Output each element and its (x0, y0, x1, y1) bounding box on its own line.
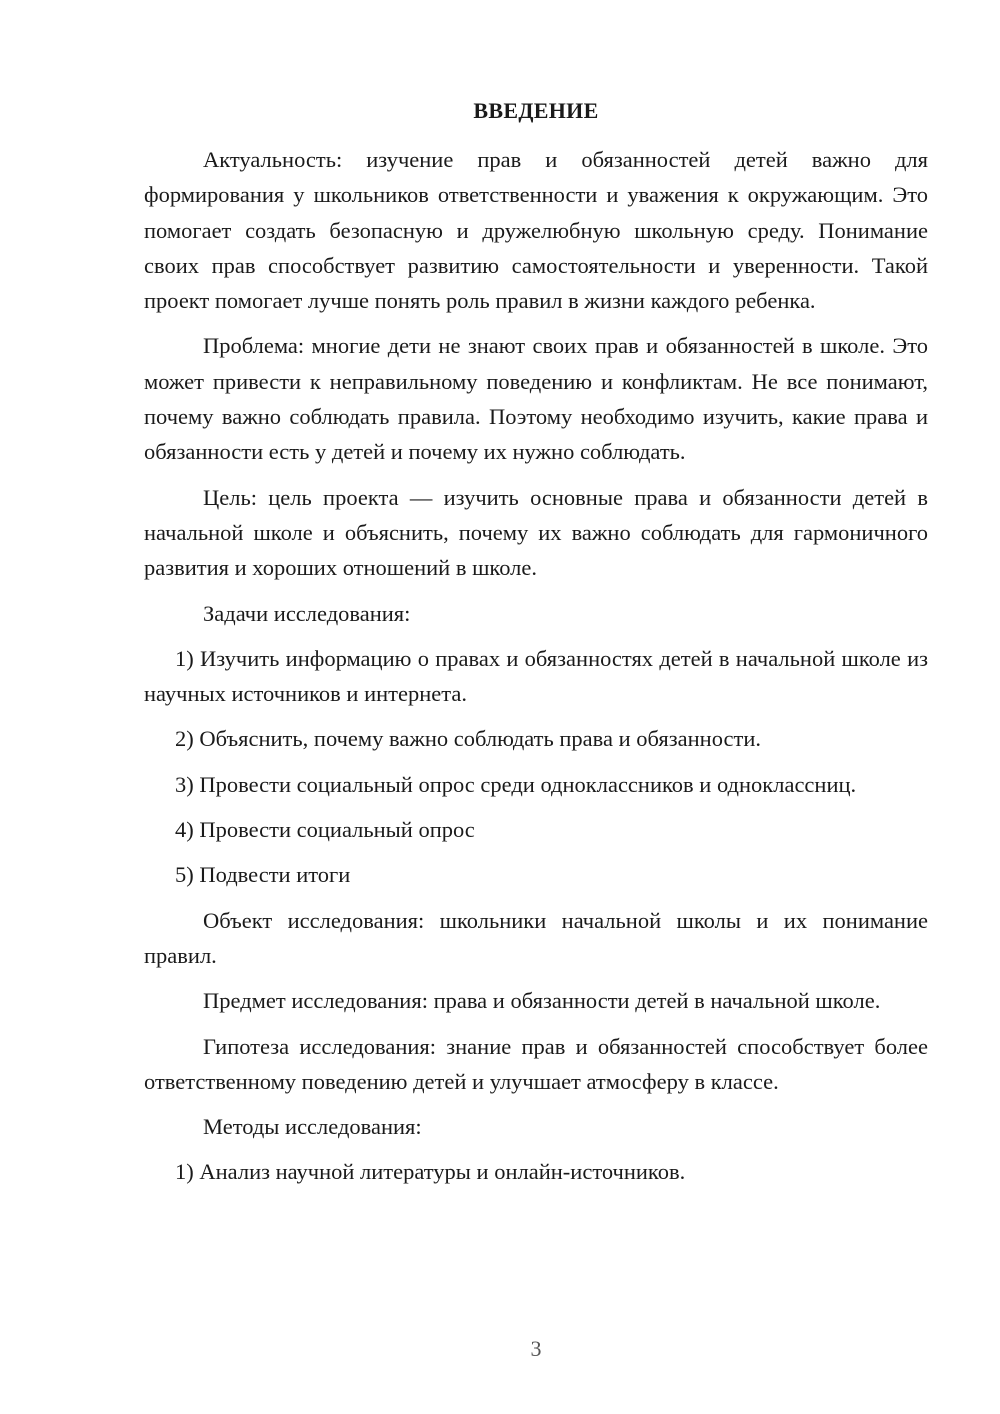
object-paragraph: Объект исследования: школьники начальной школы и их понимание правил. (144, 907, 928, 968)
problem-paragraph: Проблема: многие дети не знают своих прав и обязанностей в школе. Это может привести к неправильному поведению и конфликтам. Не все понимают, почему важно соблюдать правила. Поэтому необходимо изучить, какие права и обязанности есть у детей и почему их нужно соблюдать. (144, 333, 928, 465)
body-text (144, 142, 928, 1190)
subject-paragraph: Предмет исследования: права и обязанности детей в начальной школе. (203, 988, 881, 1014)
relevance-paragraph: Актуальность: изучение прав и обязанностей детей важно для формирования у школьников ответственности и уважения к окружающим. Это помогает создать безопасную и дружелюбную школьную среду. Понимание своих прав способствует развитию самостоятельности и уверенности. Такой проект помогает лучше понять роль правил в жизни каждого ребенка. (144, 147, 928, 314)
task-item: 4) Провести социальный опрос (175, 817, 475, 843)
task-item: 5) Подвести итоги (175, 862, 351, 888)
task-item: 1) Изучить информацию о правах и обязанностях детей в начальной школе из научных источников и интернета. (144, 645, 928, 707)
task-item: 2) Объяснить, почему важно соблюдать права и обязанности. (175, 726, 762, 752)
methods-heading: Методы исследования: (203, 1114, 422, 1140)
tasks-heading: Задачи исследования: (203, 600, 411, 626)
page-number: 3 (530, 1336, 542, 1361)
method-item: 1) Анализ научной литературы и онлайн-источников. (175, 1159, 686, 1185)
hypothesis-paragraph: Гипотеза исследования: знание прав и обязанностей способствует более ответственному поведению детей и улучшает атмосферу в классе. (144, 1033, 928, 1094)
goal-paragraph: Цель: цель проекта — изучить основные права и обязанности детей в начальной школе и объяснить, почему их важно соблюдать для гармоничного развития и хороших отношений в школе. (144, 484, 928, 581)
task-item: 3) Провести социальный опрос среди одноклассников и одноклассниц. (175, 771, 857, 797)
section-title: ВВЕДЕНИЕ (473, 98, 599, 123)
